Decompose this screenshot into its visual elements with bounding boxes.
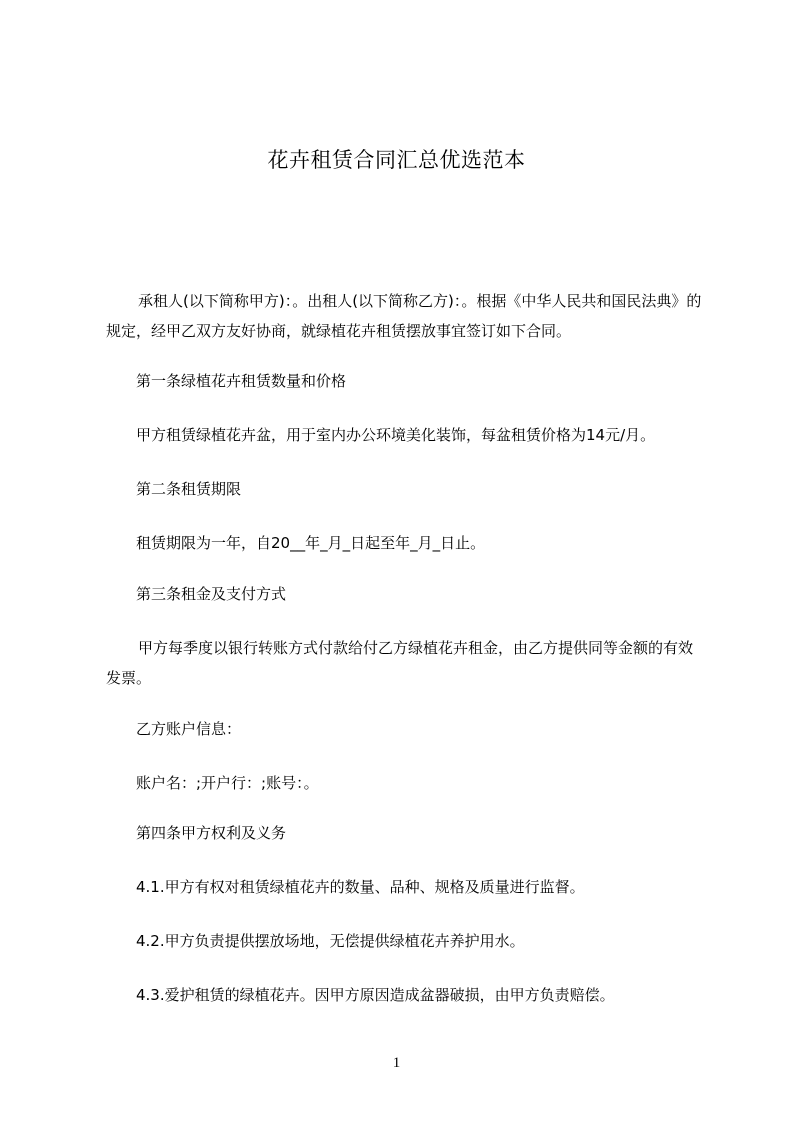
paragraph-article-2: 租赁期限为一年，自20__年_月_日起至年_月_日止。 — [136, 534, 486, 552]
paragraph-article-3: 甲方每季度以银行转账方式付款给付乙方绿植花卉租金，由乙方提供同等金额的有效发票。 — [106, 639, 694, 687]
paragraph-article-1: 甲方租赁绿植花卉盆，用于室内办公环境美化装饰，每盆租赁价格为14元/月。 — [136, 426, 656, 444]
paragraph-clause-4-3: 4.3.爱护租赁的绿植花卉。因甲方原因造成盆器破损，由甲方负责赔偿。 — [136, 986, 615, 1004]
heading-article-2: 第二条租赁期限 — [136, 480, 242, 498]
paragraph-account-details: 账户名：;开户行：;账号：。 — [136, 774, 319, 792]
paragraph-account-info-heading: 乙方账户信息： — [136, 720, 242, 738]
heading-article-4: 第四条甲方权利及义务 — [136, 824, 287, 842]
paragraph-clause-4-2: 4.2.甲方负责提供摆放场地，无偿提供绿植花卉养护用水。 — [136, 932, 525, 950]
document-title: 花卉租赁合同汇总优选范本 — [267, 148, 526, 172]
heading-article-1: 第一条绿植花卉租赁数量和价格 — [136, 372, 347, 390]
paragraph-preamble: 承租人(以下简称甲方)：。出租人(以下简称乙方)：。根据《中华人民共和国民法典》的规定，经甲乙双方友好协商，就绿植花卉租赁摆放事宜签订如下合同。 — [106, 292, 702, 340]
paragraph-clause-4-1: 4.1.甲方有权对租赁绿植花卉的数量、品种、规格及质量进行监督。 — [136, 878, 585, 896]
heading-article-3: 第三条租金及支付方式 — [136, 585, 287, 603]
page-number: 1 — [392, 1055, 401, 1071]
